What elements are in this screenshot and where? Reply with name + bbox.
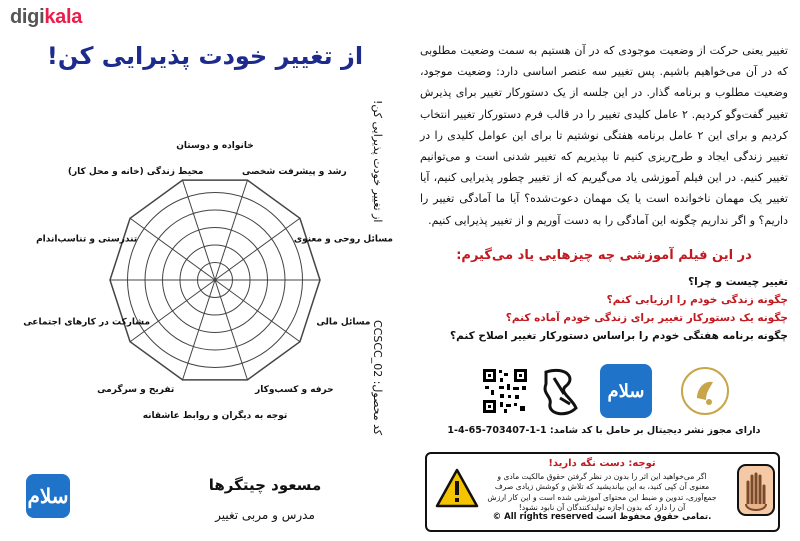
- wheel-label: تفریح و سرگرمی: [97, 385, 175, 396]
- learn-item: چگونه برنامه هفتگی خودم را براساس دستورکار تغییر اصلاح کنم؟: [450, 330, 788, 342]
- copyright-notice: © All rights reserved تمامی حقوق محفوظ است.: [492, 512, 712, 522]
- warning-heading: توجه: دست نگه دارید!: [548, 458, 656, 469]
- wheel-spoke: [130, 218, 215, 280]
- wheel-label: محیط زندگی (خانه و محل کار): [67, 166, 204, 177]
- author-logo: سلام: [26, 474, 70, 518]
- wheel-spoke: [130, 280, 215, 342]
- author-role: مدرس و مربی تغییر: [215, 508, 315, 522]
- intro-paragraph: تغییر یعنی حرکت از وضعیت موجودی که در آن هستیم به سمت وضعیت مطلوبی که در آن می‌خواهیم باشیم. پس تغییر سه عنصر اساسی دارد: وضعیت موجود، وضعیت مطلوب و برنامه گذار. در این جلسه از یک دستورکار تغییر برای پذیرش تغییر گفت‌وگو کردیم. ۲ عامل کلیدی تغییر را در قالب فرم دستورکار تغییر انتخاب کردیم و برای این ۲ عامل برنامه هفتگی نوشتیم تا برای این عوامل کلیدی را در تغییر زندگی ایجاد و طرح‌ریزی کنیم تا بپذیریم که تغییر شدنی است و می‌توانیم تغییر کنیم. در این فیلم آموزشی یاد می‌گیریم که از تغییر چطور پذیرایی کنیم، آیا تغییر یک مهمان ناخوانده است یا یک مهمان دعوت‌شده؟ آیا ما آمادگی تغییر را داریم؟ و اگر نداریم چگونه این آمادگی را به دست آوریم و از تغییر پذیرایی کنیم.: [420, 44, 788, 227]
- learn-item: تغییر چیست و چرا؟: [688, 276, 788, 288]
- wheel-label: توجه به دیگران و روابط عاشقانه: [142, 411, 288, 421]
- life-wheel-diagram: [23, 115, 393, 435]
- wheel-spoke: [183, 180, 215, 280]
- author-name: مسعود چیتگرها: [208, 476, 322, 494]
- wheel-label: مسائل روحی و معنوی: [293, 234, 393, 245]
- logos-row: [470, 362, 770, 422]
- wheel-label: خانواده و دوستان: [176, 141, 254, 151]
- digikala-watermark: digikala: [10, 6, 83, 28]
- copyright-warning-box: [425, 452, 780, 532]
- wheel-spoke: [215, 280, 300, 342]
- publisher-logo-icon: [536, 364, 588, 420]
- product-code: کد محصول: CCSCC_02: [371, 320, 384, 436]
- license-text: دارای مجوز نشر دیجیتال بر حامل با کد شامد: 1-1-703407-65-4-1: [447, 425, 761, 436]
- learn-item: چگونه یک دستورکار تغییر برای زندگی خودم آماده کنم؟: [505, 312, 788, 324]
- wheel-label: حرفه و کسب‌وکار: [255, 385, 334, 396]
- stop-hand-icon: [737, 464, 775, 516]
- warning-triangle-icon: [435, 468, 479, 508]
- page-title: از تغییر خودت پذیرایی کن!: [46, 42, 364, 70]
- wheel-spoke: [215, 180, 247, 280]
- learn-item: چگونه زندگی خودم را ارزیابی کنم؟: [606, 294, 788, 306]
- warning-body: اگر می‌خواهید این اثر را بدون در نظر گرفتن حقوق مالکیت مادی و معنوی آن کپی کنید، به این بیاندیشید که تلاش و کوشش زیادی صرف جمع‌آوری، تدوین و ضبط این محتوای آموزشی شده است و این کار ارزش آن را دارد که بدون اجازه تولیدکنندگان آن نابود نشود!: [487, 472, 717, 513]
- wheel-label: رشد و پیشرفت شخصی: [241, 166, 347, 177]
- wheel-label: مشارکت در کارهای اجتماعی: [23, 317, 151, 328]
- author-block: [20, 468, 380, 528]
- wheel-label: مسائل مالی: [316, 317, 371, 328]
- learn-heading: در این فیلم آموزشی چه چیزهایی یاد می‌گیرم:: [456, 248, 752, 263]
- wheel-spoke: [215, 218, 300, 280]
- samandehi-badge-icon: [680, 366, 730, 416]
- side-title: از تغییر خودت پذیرایی کن!: [371, 100, 384, 223]
- wheel-spoke: [183, 280, 215, 380]
- qr-code-icon: [482, 368, 528, 414]
- salam-logo-icon: سلام: [600, 364, 652, 418]
- wheel-label: تندرستی و تناسب‌اندام: [36, 234, 138, 245]
- wheel-spoke: [215, 280, 247, 380]
